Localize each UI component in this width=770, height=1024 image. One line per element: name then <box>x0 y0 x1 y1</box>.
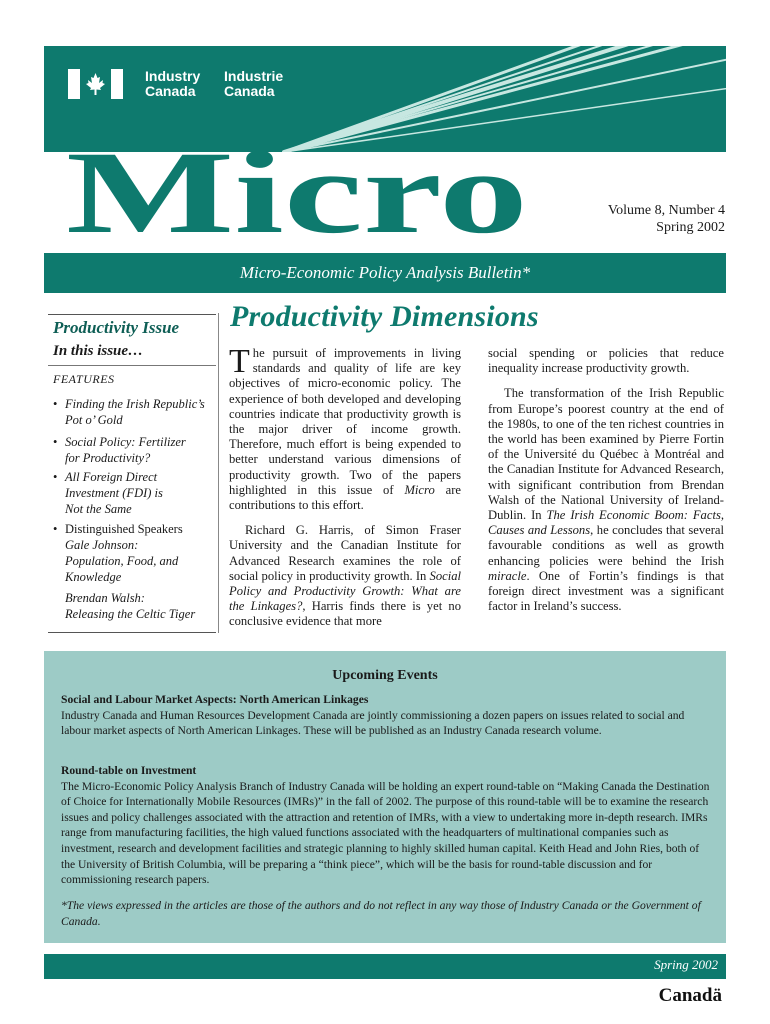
article-headline: Productivity Dimensions <box>230 300 539 333</box>
sidebar-rule-mid <box>48 365 216 366</box>
disclaimer: *The views expressed in the articles are those of the authors and do not reflect in any way those of Industry Canada or the Government of Canada. <box>61 899 701 928</box>
toc-item-irish: • Finding the Irish Republic’s Pot o’ Gold <box>53 397 205 427</box>
volume-number: Volume 8, Number 4 <box>607 203 725 218</box>
canada-flag-icon <box>68 69 123 99</box>
article-paragraph-1: The pursuit of improvements in living standards and quality of life are key objectives of micro-economic policy. The experience of both developed and developing countries indicate that productivity growth is the major driver of income growth. Therefore, much effort is being expended to better understand various dimensions of productivity growth. Two of the papers highlighted in this issue of Micro are contributions to this effort. <box>229 343 462 513</box>
article-paragraph-4: The transformation of the Irish Republic from Europe’s poorest country at the end of the 1980s, to one of the ten richest countries in the world has been examined by Pierre Fortin of the Université du Québec à Montréal and the Canadian Institute for Advanced Research, with significant contribution from Brendan Walsh of the National University of Ireland-Dublin. In The Irish Economic Boom: Facts, Causes and Lessons, he concludes that several favourable conditions as well as growth enhancing policies were behind the Irish miracle. One of Fortin’s findings is that foreign direct investment was a significant factor in Ireland’s success. <box>488 386 725 614</box>
footer-date: Spring 2002 <box>654 957 718 972</box>
bulletin-subtitle: Micro-Economic Policy Analysis Bulletin* <box>239 263 531 282</box>
sidebar-divider <box>218 313 219 633</box>
drop-cap: T <box>229 343 250 380</box>
event-body: Industry Canada and Human Resources Development Canada are jointly commissioning a dozen papers on issues related to social and labour market aspects of North American Linkages. These will be published as an Industry Canada research volume. <box>61 708 685 738</box>
toc-item-social-policy: • Social Policy: Fertilizer for Productivity? <box>53 435 186 465</box>
light-rays-graphic <box>44 46 726 152</box>
article-column-1 <box>229 343 462 640</box>
issue-season: Spring 2002 <box>656 220 725 235</box>
sidebar-issue-title: Productivity Issue <box>53 318 180 337</box>
article-column-2 <box>488 346 724 624</box>
issue-info <box>608 202 725 236</box>
event-heading: Round-table on Investment <box>61 764 197 777</box>
sidebar-rule-bottom <box>48 632 216 633</box>
sidebar-in-this-issue: In this issue… <box>53 343 144 359</box>
event-north-american-linkages <box>61 692 716 739</box>
micro-wordmark <box>62 140 532 248</box>
department-name-french: Industrie Canada <box>224 68 284 99</box>
article-paragraph-3: social spending or policies that reduce inequality increase productivity growth. <box>488 346 724 376</box>
sidebar-features-label: FEATURES <box>53 372 115 386</box>
canada-wordmark: Canadä <box>658 985 722 1006</box>
toc-item-fdi: • All Foreign Direct Investment (FDI) is Not the Same <box>53 470 163 516</box>
event-heading: Social and Labour Market Aspects: North American Linkages <box>61 693 369 706</box>
wordmark-text: Micro <box>66 140 528 248</box>
toc-item-speakers: • Distinguished Speakers Gale Johnson: Population, Food, and Knowledge Brendan Walsh: Releasing the Celtic Tiger <box>53 522 196 621</box>
subtitle-band <box>44 253 726 293</box>
event-body: The Micro-Economic Policy Analysis Branch of Industry Canada will be holding an expert round-table on “Making Canada the Destination of Choice for Internationally Mobile Resources (IMRs)” in the fall of 2002. The purpose of this round-table will be to examine the research issues and policy challenges associated with the attraction and retention of IMRs, with a view to undertaking more in-depth research. IMRs range from manufacturing facilities, the high valued functions associated with the headquarters of multinational companies such as investment, research and development facilities and strategic planning to highly skilled human capital. Keith Head and John Ries, both of the University of British Columbia, will be preparing a “think piece”, which will be the basis for round-table discussion and for commissioning research papers. <box>61 779 710 887</box>
events-title: Upcoming Events <box>332 668 438 683</box>
event-round-table <box>61 763 716 888</box>
footer-band <box>44 954 726 979</box>
sidebar-rule-top <box>48 314 216 315</box>
header-banner <box>44 46 726 152</box>
article-paragraph-2: Richard G. Harris, of Simon Fraser University and the Canadian Institute for Advanced Research examines the role of social policy in productivity growth. In Social Policy and Productivity Growth: What are the Linkages?, Harris finds there is yet no conclusive evidence that more <box>229 523 461 629</box>
department-name-english: Industry Canada <box>145 68 201 99</box>
